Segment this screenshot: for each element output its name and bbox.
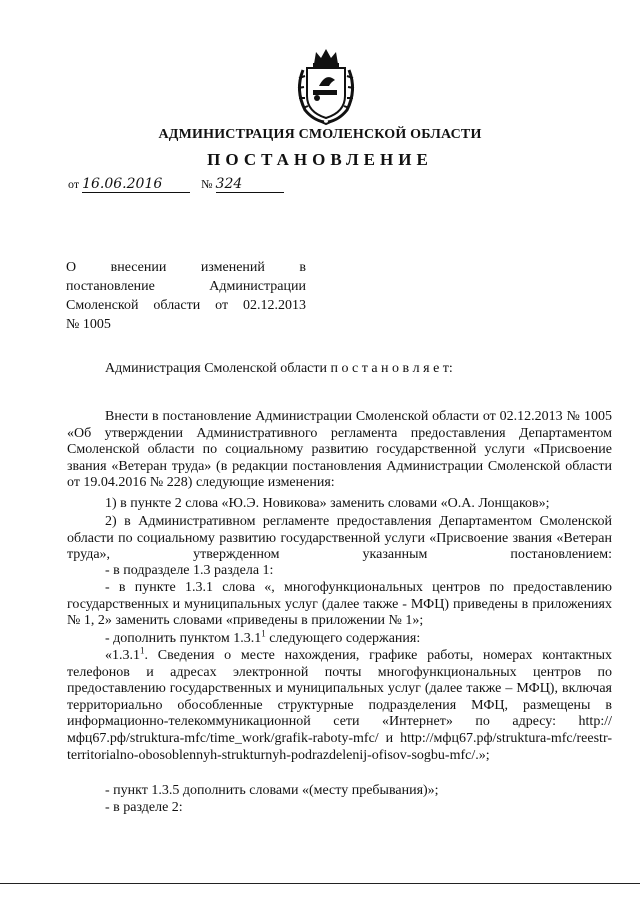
paragraph-point-1-3-5: - пункт 1.3.5 дополнить словами «(месту пребывания)»; bbox=[105, 783, 439, 798]
paragraph-section-2: - в разделе 2: bbox=[105, 800, 183, 815]
subject-line: постановление Администрации bbox=[66, 279, 306, 294]
subject-line: Смоленской области от 02.12.2013 bbox=[66, 298, 306, 313]
decree-statement: Администрация Смоленской области п о с т а н о в л я е т: bbox=[105, 361, 453, 376]
paragraph-intro: Внести в постановление Администрации Смоленской области от 02.12.2013 № 1005 «Об утверждении Административного регламента предоставления Департаментом Смоленской области по социальному развитию государственной услуги «Присвоение звания «Ветеран труда» (в редакции постановления Администрации Смоленской области от 19.04.2016 № 228) следующие изменения: bbox=[67, 409, 612, 491]
coat-of-arms-emblem bbox=[291, 46, 361, 126]
date-prefix: от bbox=[68, 177, 80, 191]
document-subject bbox=[66, 258, 306, 334]
paragraph-item-2: 2) в Административном регламенте предоставления Департаментом Смоленской области по социальному развитию государственной услуги «Присвоение звания «Ветеран труда», утвержденном указанным постановлением: bbox=[67, 514, 612, 563]
paragraph-add-point: - дополнить пунктом 1.3.1$^1$ следующего содержания: bbox=[105, 628, 421, 646]
document-number: 324 bbox=[216, 176, 284, 193]
organization-name: АДМИНИСТРАЦИЯ СМОЛЕНСКОЙ ОБЛАСТИ bbox=[158, 127, 482, 142]
paragraph-subsection: - в подразделе 1.3 раздела 1: bbox=[105, 563, 274, 578]
number-prefix: № bbox=[201, 177, 213, 191]
paragraph-point-text: «1.3.1$^1$. Сведения о месте нахождения, графике работы, номерах контактных телефонов и адресах электронной почты многофункциональных центров по предоставлению государственных и муниципальных услуг (далее также – МФЦ), включая территориально обособленные структурные подразделения МФЦ, размещены в информационно-телекоммуникационной сети «Интернет» по адресу: http://мфц67.рф/struktura-mfc/time_work/grafik-raboty-mfc/ и http://мфц67.рф/struktura-mfc/reestr-territorialno-obosoblennyh-strukturnyh-podrazdelenij-ofisov-sogbu-mfc/.»; bbox=[67, 645, 612, 763]
date-number-line bbox=[68, 176, 284, 193]
bottom-rule bbox=[0, 883, 640, 884]
document-date: 16.06.2016 bbox=[82, 176, 190, 193]
subject-line: № 1005 bbox=[66, 317, 111, 332]
subject-line: О внесении изменений в bbox=[66, 260, 306, 275]
paragraph-item-1: 1) в пункте 2 слова «Ю.Э. Новикова» заменить словами «О.А. Лонщаков»; bbox=[105, 496, 550, 511]
paragraph-point-1-3-1: - в пункте 1.3.1 слова «, многофункциональных центров по предоставлению государственных и муниципальных услуг (далее также - МФЦ) приведены в приложениях № 1, 2» заменить словами «приведены в приложении № 1»; bbox=[67, 580, 612, 629]
document-type-title: ПОСТАНОВЛЕНИЕ bbox=[207, 150, 433, 169]
